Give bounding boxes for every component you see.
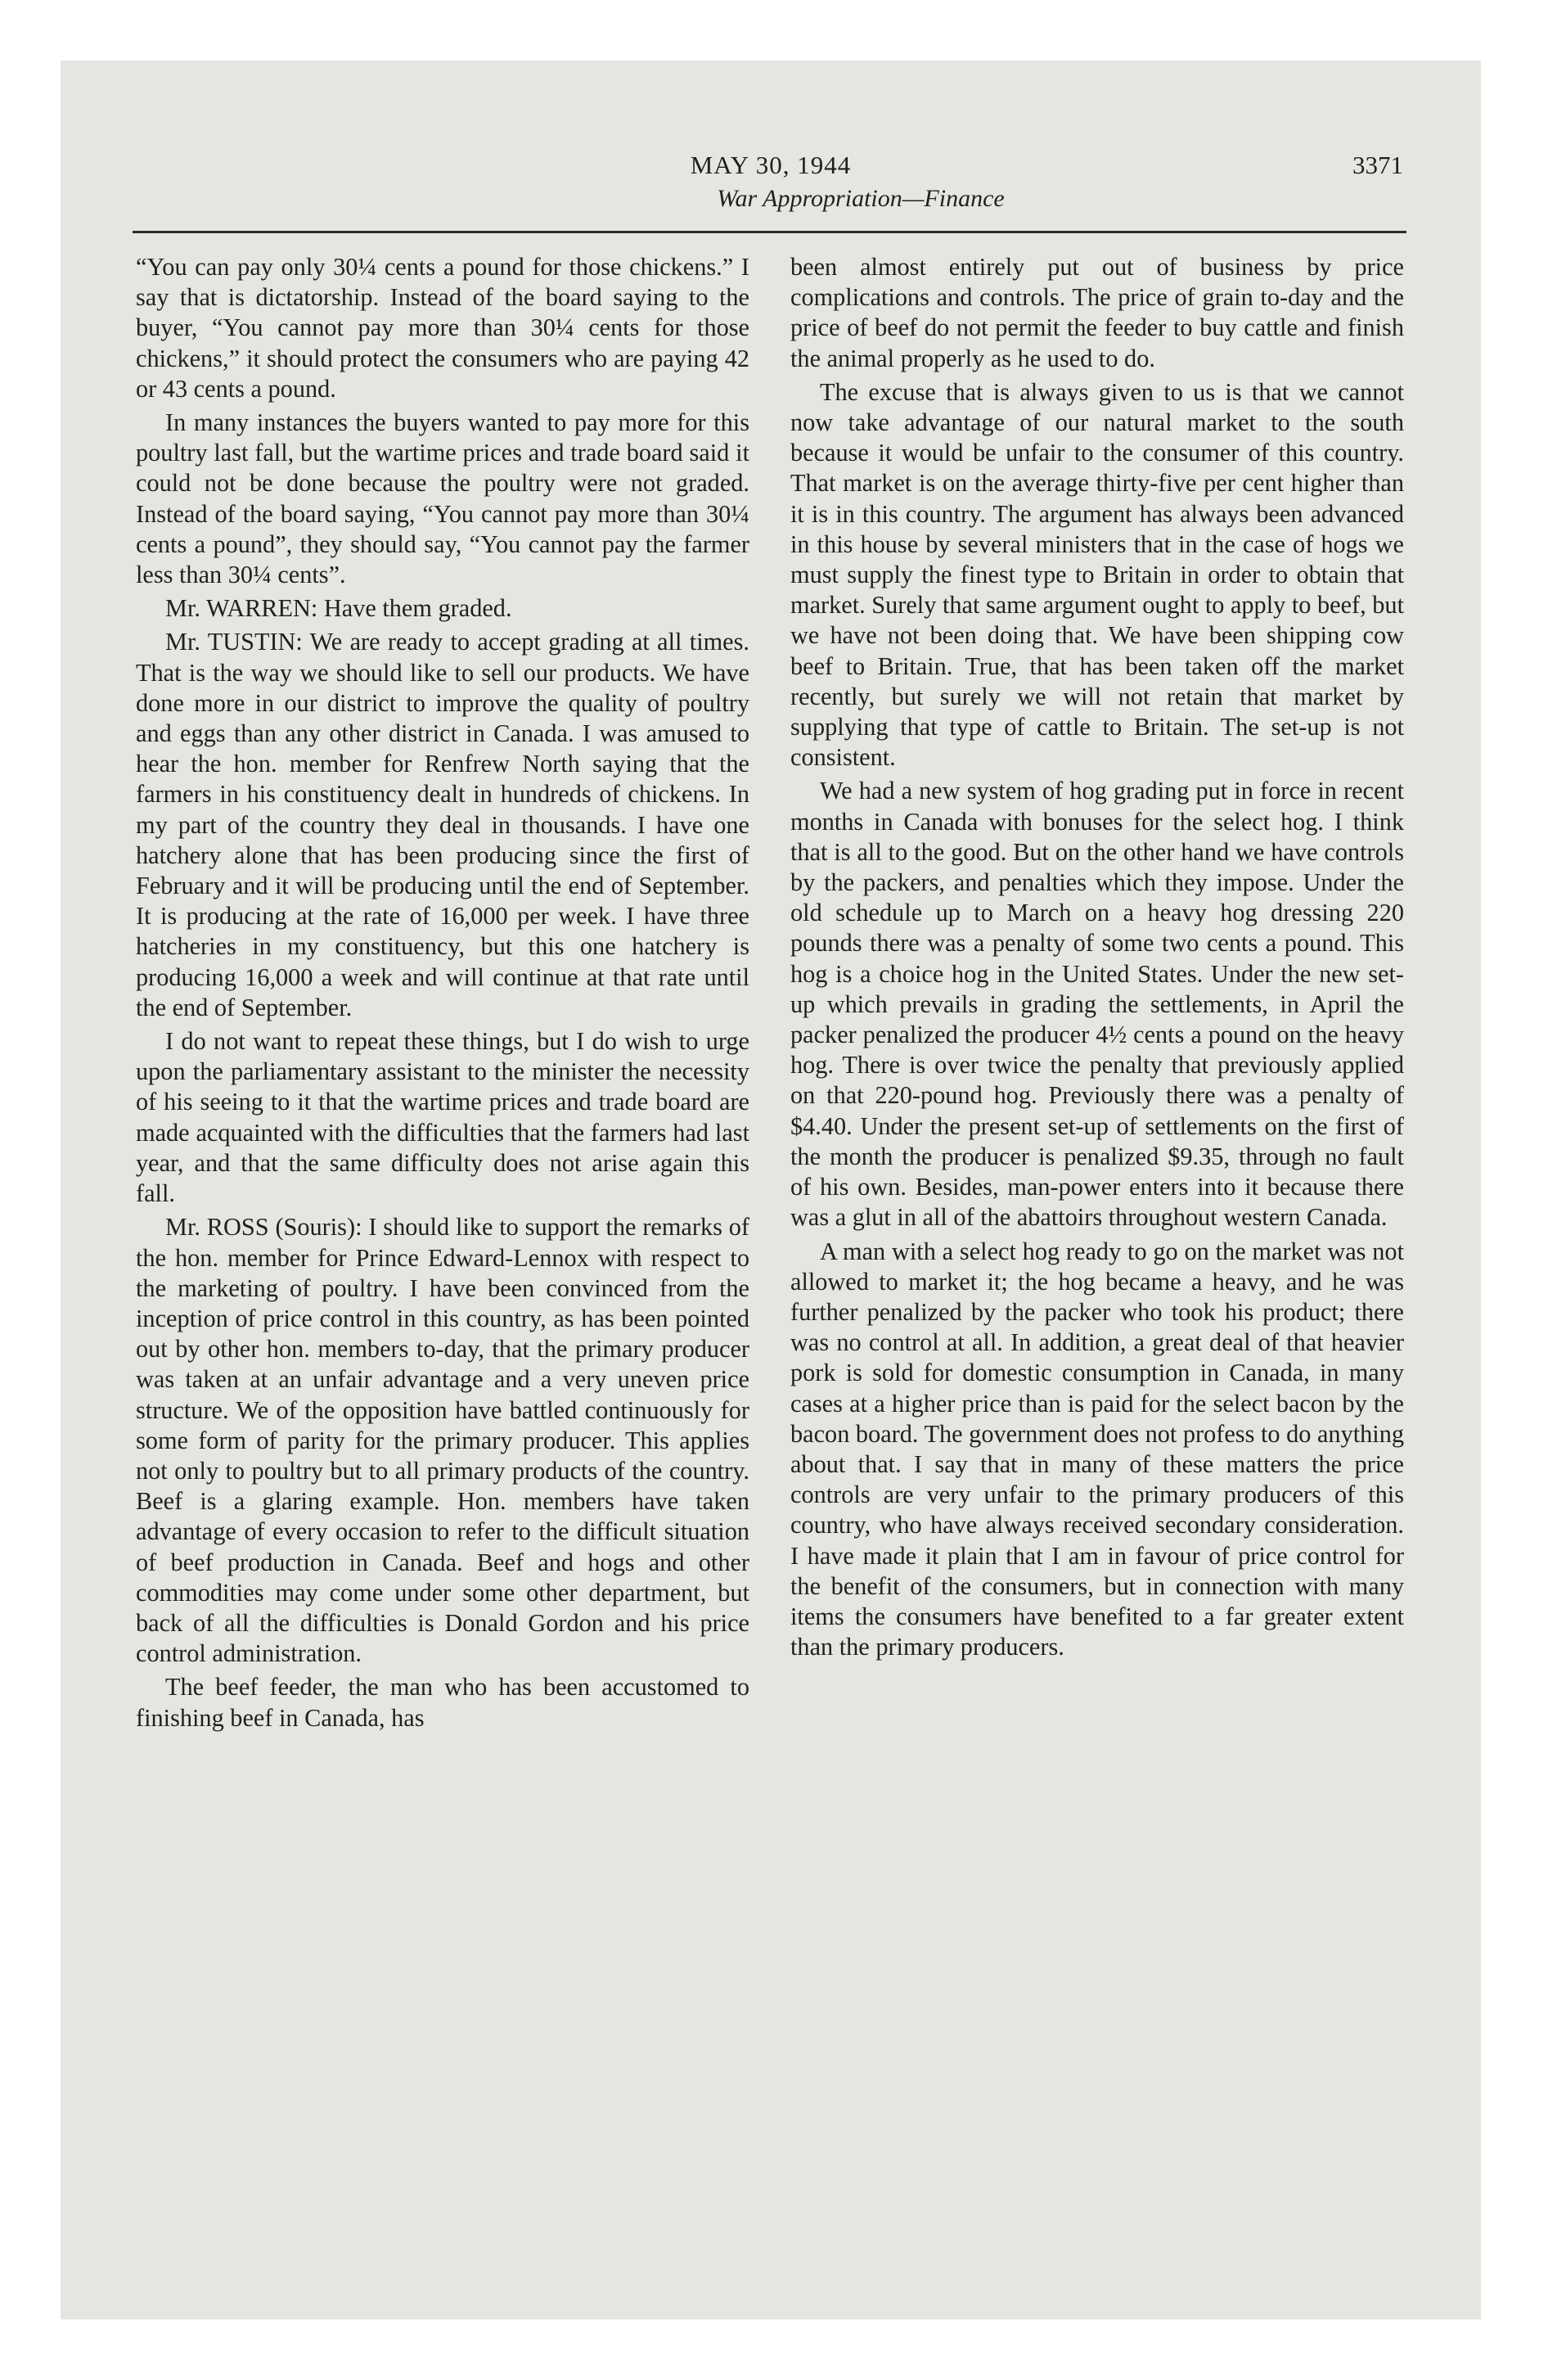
header-rule bbox=[133, 231, 1406, 233]
paragraph: The beef feeder, the man who has been accustomed to finishing beef in Canada, has bbox=[136, 1673, 749, 1732]
paragraph: been almost entirely put out of business by price complications and controls. The price of grain to-day and the price of beef do not permit the feeder to buy cattle and finish the animal properly as he used to do. bbox=[790, 253, 1404, 372]
right-column bbox=[790, 252, 1404, 1666]
page-header bbox=[61, 151, 1481, 232]
paragraph: Mr. TUSTIN: We are ready to accept grading at all times. That is the way we should like to sell our products. We have done more in our district to improve the quality of poultry and eggs than any other district in Canada. I was amused to hear the hon. member for Renfrew North saying that the farmers in his constituency dealt in hundreds of chickens. In my part of the country they deal in thousands. I have one hatchery alone that has been producing since the first of February and it will be producing until the end of September. It is producing at the rate of 16,000 per week. I have three hatcheries in my constituency, but this one hatchery is producing 16,000 a week and will continue at that rate until the end of September. bbox=[136, 628, 749, 1021]
paragraph: We had a new system of hog grading put in force in recent months in Canada with bonuses for the select hog. I think that is all to the good. But on the other hand we have controls by the packers, and penalties which they impose. Under the old schedule up to March on a heavy hog dressing 220 pounds there was a penalty of some two cents a pound. This hog is a choice hog in the United States. Under the new set-up which prevails in grading the settlements, in April the packer penalized the producer 4½ cents a pound on the heavy hog. There is over twice the penalty that previously applied on that 220-pound hog. Previously there was a penalty of $4.40. Under the present set-up of settlements on the first of the month the producer is penalized $9.35, through no fault of his own. Besides, man-power enters into it because there was a glut in all of the abattoirs throughout western Canada. bbox=[790, 777, 1404, 1232]
header-date: MAY 30, 1944 bbox=[690, 151, 852, 179]
paragraph: The excuse that is always given to us is that we cannot now take advantage of our natural market to the south because it would be unfair to the consumer of this country. That market is on the average thirty-five per cent higher than it is in this country. The argument has always been advanced in this house by several ministers that in the case of hogs we must supply the finest type to Britain in order to obtain that market. Surely that same argument ought to apply to beef, but we have not been doing that. We have been shipping cow beef to Britain. True, that has been taken off the market recently, but surely we will not retain that market by supplying that type of cattle to Britain. The set-up is not consistent. bbox=[790, 377, 1404, 772]
running-title: War Appropriation—Finance bbox=[717, 185, 1005, 212]
paragraph: Mr. WARREN: Have them graded. bbox=[165, 594, 512, 623]
left-column bbox=[136, 252, 749, 1737]
paragraph: I do not want to repeat these things, but I do wish to urge upon the parliamentary assistant to the minister the necessity of his seeing to it that the wartime prices and trade board are made acquainted with the difficulties that the farmers had last year, and that the same difficulty does not arise again this fall. bbox=[136, 1027, 749, 1208]
paragraph: In many instances the buyers wanted to pay more for this poultry last fall, but the wartime prices and trade board said it could not be done because the poultry were not graded. Instead of the board saying, “You cannot pay more than 30¼ cents a pound”, they should say, “You cannot pay the farmer less than 30¼ cents”. bbox=[136, 408, 749, 589]
document-page bbox=[61, 61, 1481, 2319]
paragraph: A man with a select hog ready to go on the market was not allowed to market it; the hog became a heavy, and he was further penalized by the packer who took his product; there was no control at all. In addition, a great deal of that heavier pork is sold for domestic consumption in Canada, in many cases at a higher price than is paid for the select bacon by the bacon board. The government does not profess to do anything about that. I say that in many of these matters the price controls are very unfair to the primary producers of this country, who have always received secondary consideration. I have made it plain that I am in favour of price control for the benefit of the consumers, but in connection with many items the consumers have benefited to a far greater extent than the primary producers. bbox=[790, 1237, 1404, 1661]
paragraph: Mr. ROSS (Souris): I should like to support the remarks of the hon. member for Prince Edward-Lennox with respect to the marketing of poultry. I have been convinced from the inception of price control in this country, as has been pointed out by other hon. members to-day, that the primary producer was taken at an unfair advantage and a very uneven price structure. We of the opposition have battled continuously for some form of parity for the primary producer. This applies not only to poultry but to all primary products of the country. Beef is a glaring example. Hon. members have taken advantage of every occasion to refer to the difficult situation of beef production in Canada. Beef and hogs and other commodities may come under some other department, but back of all the difficulties is Donald Gordon and his price control administration. bbox=[136, 1213, 749, 1668]
paragraph: “You can pay only 30¼ cents a pound for those chickens.” I say that is dictatorship. Instead of the board saying to the buyer, “You cannot pay more than 30¼ cents for those chickens,” it should protect the consumers who are paying 42 or 43 cents a pound. bbox=[136, 253, 749, 403]
page-number: 3371 bbox=[1352, 151, 1403, 179]
